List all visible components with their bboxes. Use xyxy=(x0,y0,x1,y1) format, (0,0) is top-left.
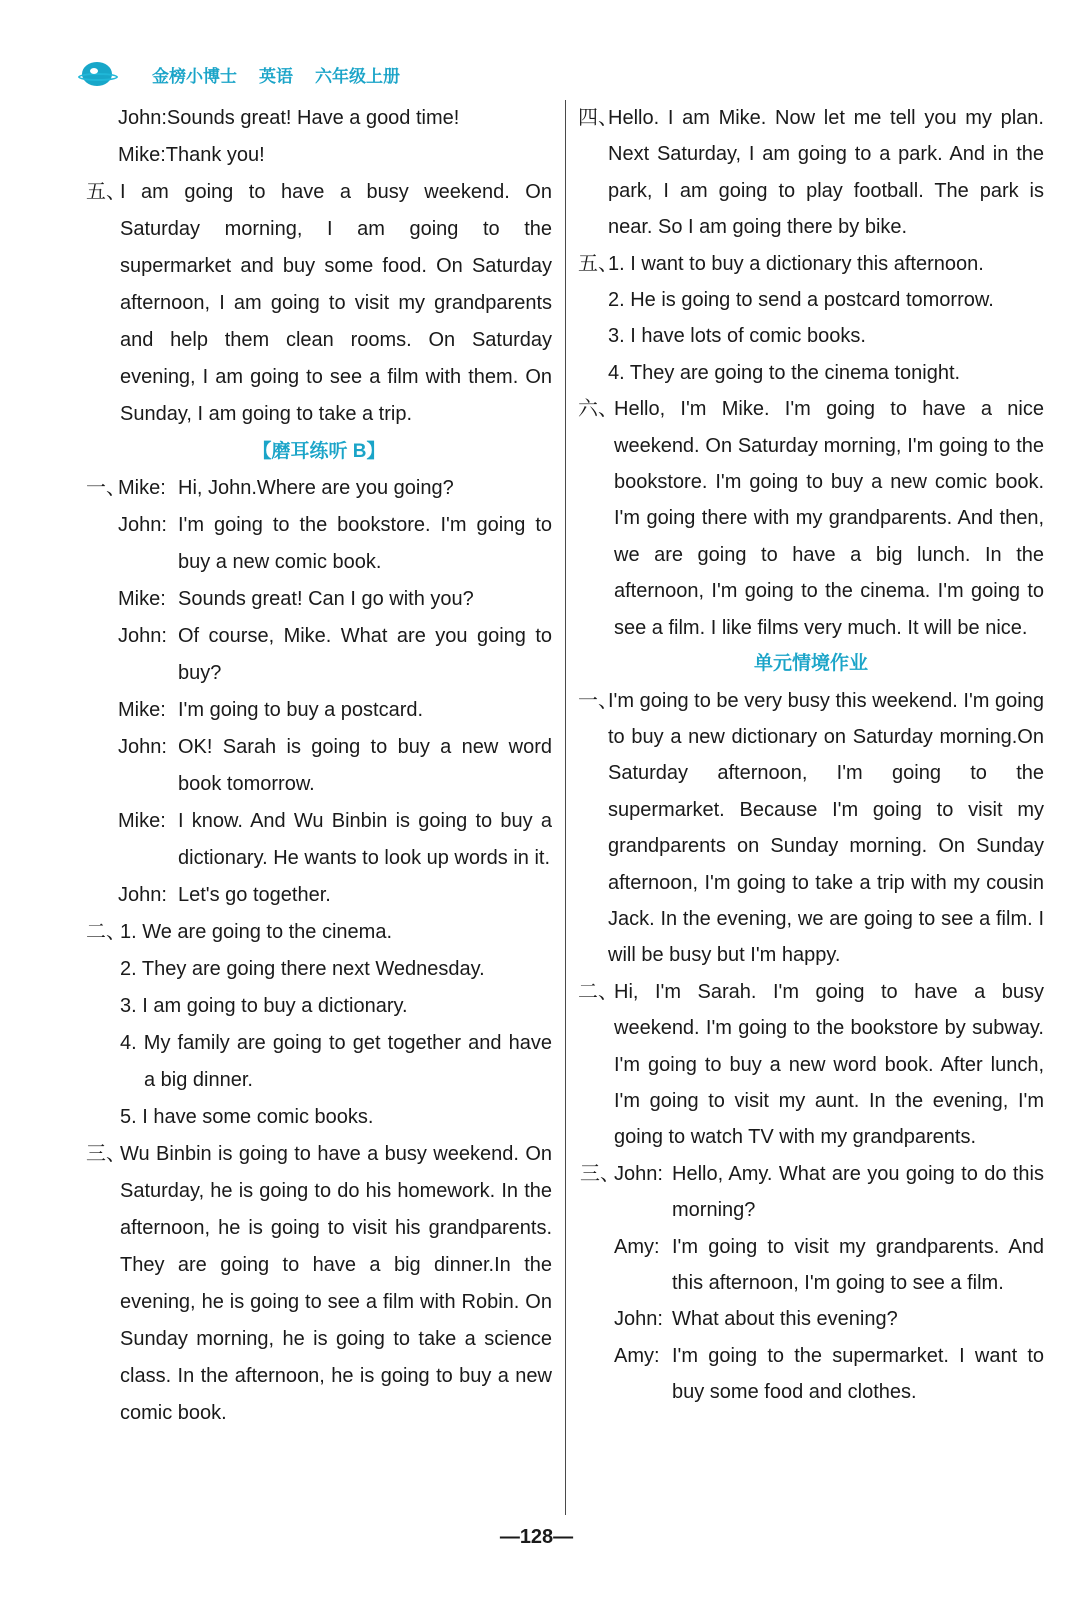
dialog-line: Amy: I'm going to the supermarket. I want to buy some food and clothes. xyxy=(614,1344,1044,1404)
section-number: 四、 xyxy=(578,107,618,129)
list-item: 4. They are going to the cinema tonight. xyxy=(608,361,961,384)
answer-section-4 xyxy=(578,100,1044,246)
answer-section-3 xyxy=(578,1156,1044,1411)
list-item: 3. I am going to buy a dictionary. xyxy=(120,995,408,1017)
section-text: Hello, I'm Mike. I'm going to have a nice weekend. On Saturday morning, I'm going to the bookstore. I'm going to buy a new comic book. I'm going there with my grandparents. And then, we are going to have a big lunch. In the afternoon, I'm going to the cinema. I'm going to see a film. I like films very much. It will be nice. xyxy=(614,398,1044,639)
dialog-line: Mike: I know. And Wu Binbin is going to buy a dictionary. He wants to look up words in it. xyxy=(118,810,552,869)
page-number: —128— xyxy=(499,1526,574,1548)
dialog-line: John: Of course, Mike. What are you going to buy? xyxy=(118,625,552,684)
list-item: 3. I have lots of comic books. xyxy=(608,325,866,348)
list-item: 1. We are going to the cinema. xyxy=(120,921,393,943)
section-number: 一、 xyxy=(86,477,126,499)
section-number: 三、 xyxy=(86,1143,126,1165)
answer-section-5 xyxy=(578,246,1044,392)
right-column xyxy=(578,100,1044,1411)
section-text: Hello. I am Mike. Now let me tell you my plan. Next Saturday, I am going to a park. And in the park, I am going to play football. The park is near. So I am going there by bike. xyxy=(608,107,1044,239)
section-number: 三、 xyxy=(580,1162,620,1185)
dialog-line: John:Sounds great! Have a good time! xyxy=(118,107,460,129)
dialog-line: Mike: Hi, John.Where are you going? xyxy=(118,477,454,499)
series-title: 金榜小博士 xyxy=(152,66,237,86)
answer-section-1 xyxy=(86,470,552,914)
dialog-line: John: Hello, Amy. What are you going to do this morning? xyxy=(614,1162,1044,1222)
section-heading: 单元情境作业 xyxy=(753,653,868,675)
dialog-line: Mike: Sounds great! Can I go with you? xyxy=(118,588,474,610)
column-divider xyxy=(565,100,566,1515)
section-text: I'm going to be very busy this weekend. I'm going to buy a new dictionary on Saturday morning.On Saturday afternoon, I'm going to the supermarket. Because I'm going to visit my grandparents on Sunday morning. On Sunday afternoon, I'm going to take a trip with my cousin Jack. In the evening, we are going to see a film. I will be busy but I'm happy. xyxy=(608,689,1044,967)
section-text: Wu Binbin is going to have a busy weekend. On Saturday, he is going to do his homework. In the afternoon, he is going to visit his grandparents. They are going to have a big dinner.In the evening, he is going to see a film with Robin. On Sunday morning, he is going to take a science class. In the afternoon, he is going to buy a new comic book. xyxy=(120,1143,552,1424)
subject-title: 英语 xyxy=(259,66,293,86)
answer-section-2 xyxy=(578,974,1044,1156)
list-item: 2. They are going there next Wednesday. xyxy=(120,958,485,980)
answer-section-3 xyxy=(86,1136,552,1432)
dialog-line: John: Let's go together. xyxy=(118,884,331,906)
list-item: 5. I have some comic books. xyxy=(120,1106,374,1128)
answer-section-5 xyxy=(86,174,552,433)
dialog-line: Amy: I'm going to visit my grandparents. And this afternoon, I'm going to see a film. xyxy=(614,1235,1044,1294)
section-number: 二、 xyxy=(578,980,618,1003)
answer-section-6 xyxy=(578,391,1044,646)
dialog-line: Mike:Thank you! xyxy=(118,144,265,166)
section-number: 二、 xyxy=(86,921,126,943)
dialog-line: John: What about this evening? xyxy=(614,1308,898,1331)
left-column xyxy=(86,100,552,1432)
answer-section-2 xyxy=(86,914,552,1136)
grade-title: 六年级上册 xyxy=(315,66,400,86)
list-item: 2. He is going to send a postcard tomorrow. xyxy=(608,289,994,312)
section-number: 一、 xyxy=(578,689,618,712)
dialog-line: Mike: I'm going to buy a postcard. xyxy=(118,699,424,721)
section-number: 六、 xyxy=(578,398,618,421)
section-number: 五、 xyxy=(86,181,126,203)
list-item: 1. I want to buy a dictionary this afternoon. xyxy=(608,252,984,275)
dialog-line: John: OK! Sarah is going to buy a new word book tomorrow. xyxy=(118,736,552,795)
section-text: Hi, I'm Sarah. I'm going to have a busy weekend. I'm going to the bookstore by subway. I'm going to buy a new word book. After lunch, I'm going to visit my aunt. In the evening, I'm going to watch TV with my grandparents. xyxy=(614,980,1044,1149)
list-item: 4. My family are going to get together and have a big dinner. xyxy=(120,1032,552,1091)
section-text: I am going to have a busy weekend. On Saturday morning, I am going to the supermarket and buy some food. On Saturday afternoon, I am going to visit my grandparents and help them clean rooms. On Saturday evening, I am going to see a film with them. On Sunday, I am going to take a trip. xyxy=(120,181,552,425)
section-heading: 【磨耳练听 B】 xyxy=(252,441,386,462)
section-number: 五、 xyxy=(578,252,618,275)
page-header xyxy=(78,58,422,90)
answer-section-1 xyxy=(578,683,1044,974)
globe-logo-icon xyxy=(78,60,118,88)
dialog-line: John: I'm going to the bookstore. I'm going to buy a new comic book. xyxy=(118,514,552,573)
